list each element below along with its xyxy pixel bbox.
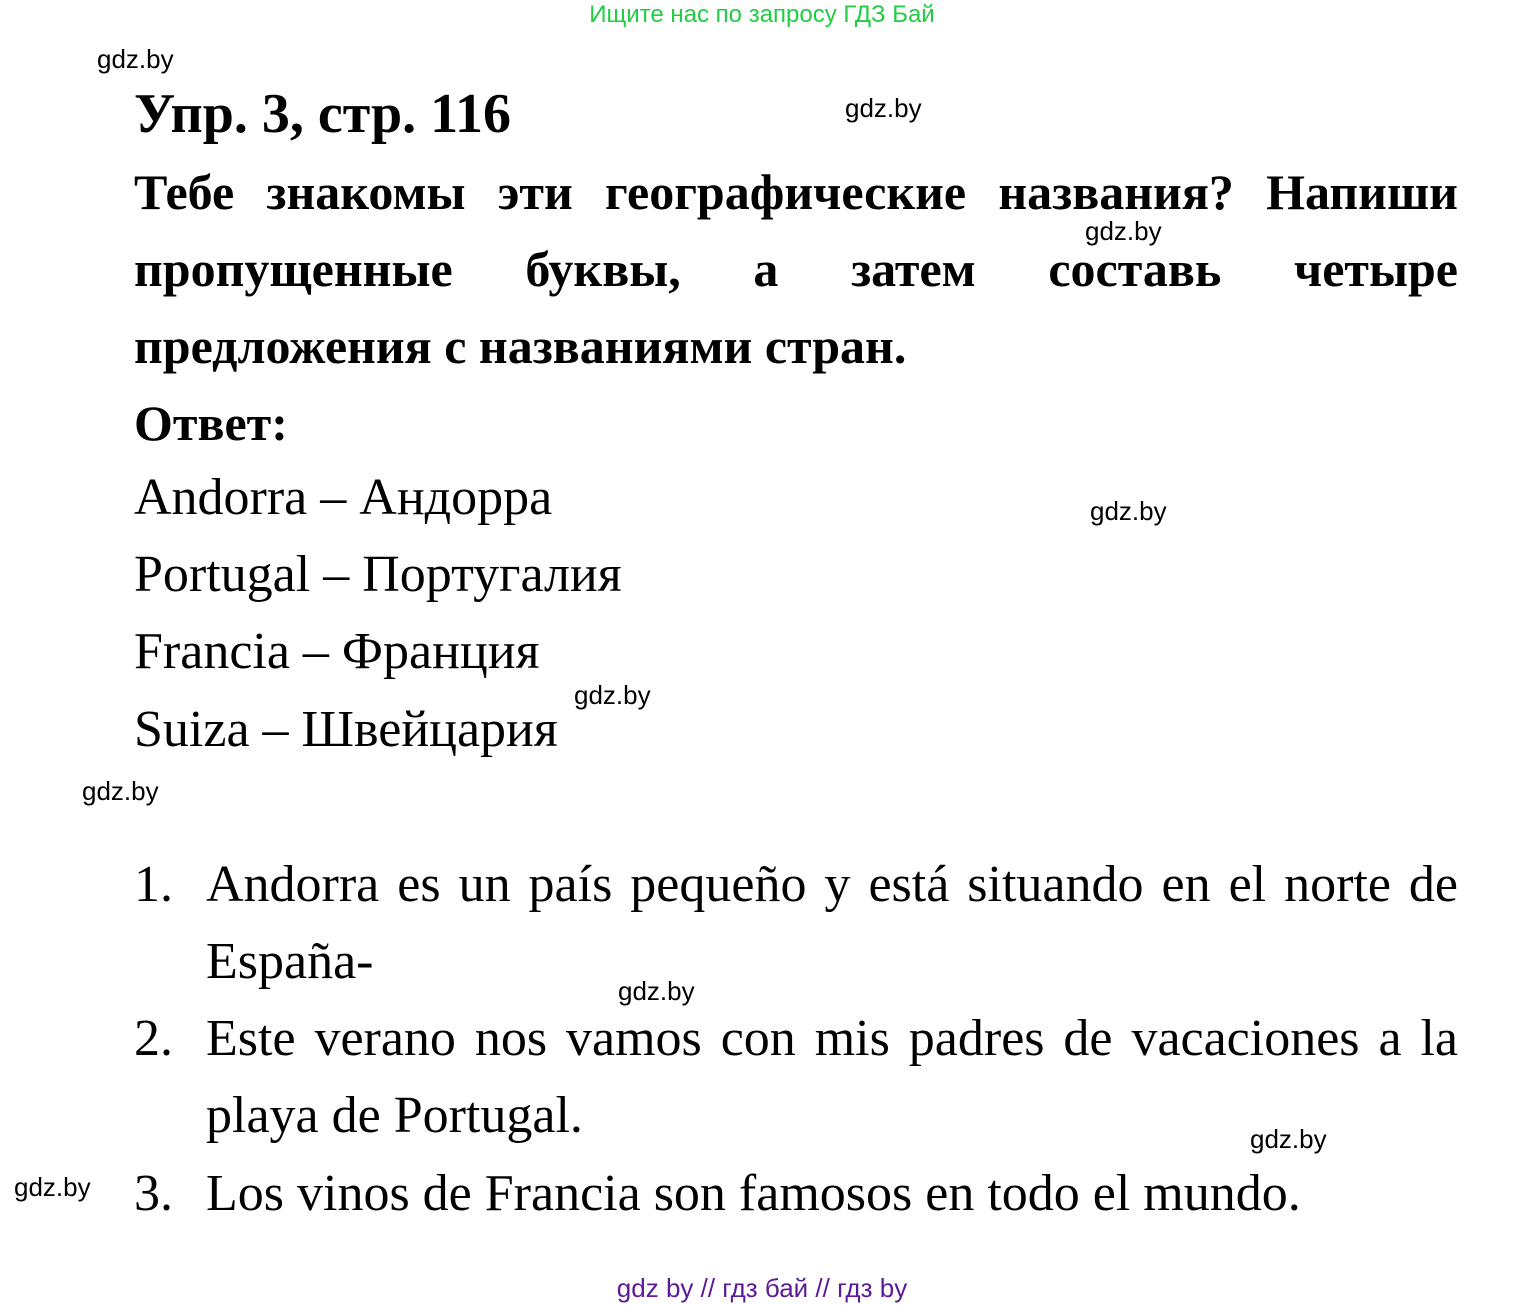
watermark: gdz.by — [1085, 216, 1162, 246]
watermark: gdz.by — [1250, 1124, 1327, 1154]
watermark: gdz.by — [14, 1172, 91, 1202]
country-pair: Portugal – Португалия — [134, 546, 622, 603]
watermark: gdz.by — [97, 44, 174, 74]
watermark: gdz.by — [82, 776, 159, 806]
country-pair: Francia – Франция — [134, 623, 540, 680]
sentence-text: Andorra es un país pequeño y está situando en el norte de España- — [206, 856, 1458, 990]
sentence-text: Este verano nos vamos con mis padres de vacaciones a la playa de Portugal. — [206, 1010, 1458, 1144]
sentence-number: 3. — [134, 1165, 173, 1222]
footer-links: gdz by // гдз бай // гдз by — [616, 1273, 908, 1303]
watermark: gdz.by — [574, 680, 651, 710]
top-banner: Ищите нас по запросу ГДЗ Бай — [589, 1, 935, 28]
sentence-number: 2. — [134, 1010, 173, 1067]
watermark: gdz.by — [618, 976, 695, 1006]
country-pair: Suiza – Швейцария — [134, 701, 558, 758]
sentence-item — [134, 846, 1458, 1000]
sentence-text: Los vinos de Francia son famosos en todo el mundo. — [206, 1165, 1301, 1222]
watermark: gdz.by — [1090, 496, 1167, 526]
sentence-item — [134, 1000, 1458, 1154]
sentence-item — [134, 1155, 1458, 1232]
country-pair: Andorra – Андорра — [134, 469, 553, 526]
watermark: gdz.by — [845, 93, 922, 123]
exercise-title: Упр. 3, стр. 116 — [134, 83, 512, 145]
answer-label: Ответ: — [134, 395, 288, 451]
task-text: Тебе знакомы эти географические названия? Напиши пропущенные буквы, а затем составь четыре предложения с названиями стран. — [134, 164, 1458, 374]
sentence-number: 1. — [134, 856, 173, 913]
